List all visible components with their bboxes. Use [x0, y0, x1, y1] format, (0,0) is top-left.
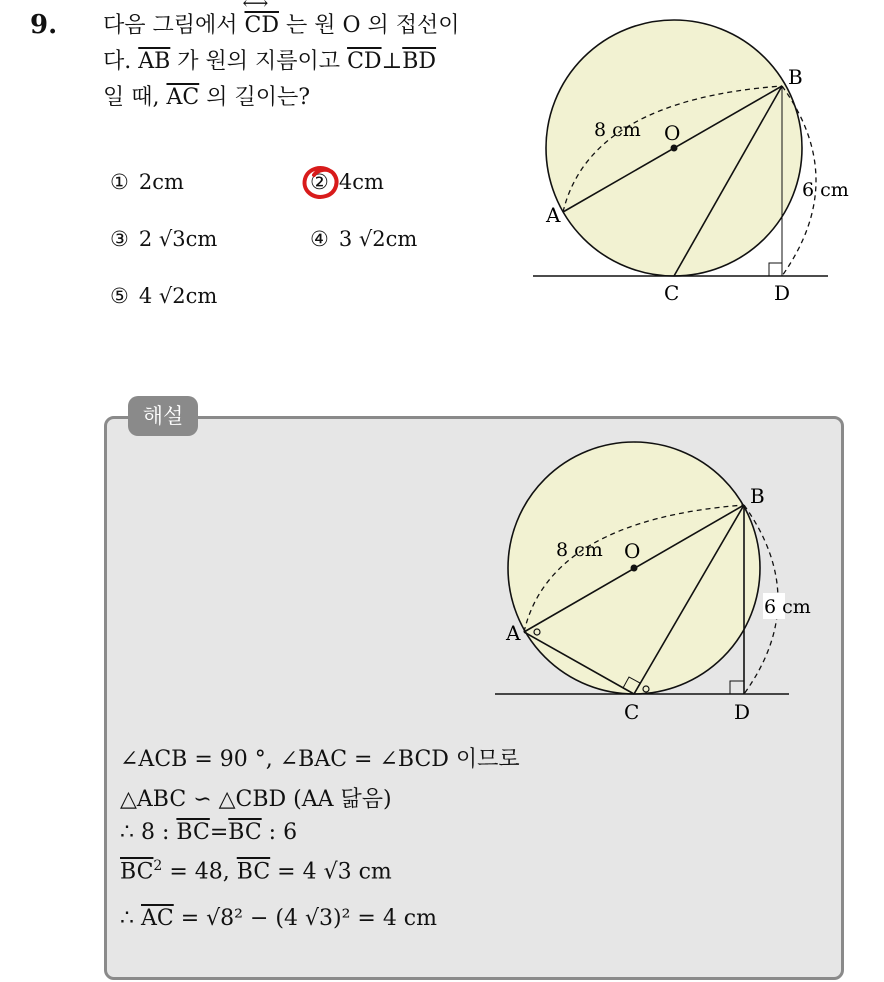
question-text: [103, 8, 523, 116]
solution-line-5: ∴ $\overline{AC} = √8^2 - (4$ √3)² = 4 cm: [120, 906, 437, 931]
segment-ac: $\overline{AC}$: [166, 85, 200, 110]
solution-tag: 해설: [128, 396, 198, 436]
solution-figure: [490, 470, 811, 730]
label-a: A: [546, 203, 561, 227]
solution-line-1: ∠ACB = 90 °, ∠BAC = ∠BCD 이므로: [120, 747, 520, 772]
right-angle-mark: [769, 263, 782, 276]
segment-cd: $\overline{CD}$: [347, 49, 382, 74]
solution-line-2: △ABC ∽ △CBD (AA 닮음): [120, 787, 392, 812]
label-a-solution: A: [506, 621, 521, 645]
label-c: C: [664, 281, 680, 305]
label-d-solution: D: [734, 700, 751, 724]
answer-circle-mark: [300, 163, 344, 203]
perp-symbol: ⊥: [381, 49, 403, 74]
label-d: D: [774, 281, 791, 305]
label-ab-length: 8 cm: [594, 119, 641, 141]
question-line-3: 일 때, $\overline{AC}$ 의 길이는?: [103, 85, 311, 110]
choice-4[interactable]: ④ 3 √2cm: [310, 227, 418, 251]
choice-3[interactable]: ③ 2 √3cm: [110, 227, 218, 251]
problem-figure: [530, 8, 849, 308]
label-o-solution: O: [624, 539, 641, 563]
choice-2[interactable]: ② 4cm: [310, 170, 384, 194]
line-cd: ⟷ $\overline{CD}$: [245, 8, 279, 44]
segment-bd: $\overline{BD}$: [402, 49, 437, 74]
segment-ab: $\overline{AB}$: [138, 49, 171, 74]
solution-line-4: $\overline{BC}^2 = 48$, $\overline{BC} = 4$ √3 cm: [120, 858, 392, 885]
question-line-2: 다. $\overline{AB}$ 가 원의 지름이고 $\overline{CD}\perp\overline{BD}$: [103, 49, 437, 74]
solution-line-3: ∴ 8 : $\overline{BC}=\overline{BC}$ : 6: [120, 820, 298, 845]
label-ab-length-solution: 8 cm: [556, 539, 603, 561]
choice-5[interactable]: ⑤ 4 √2cm: [110, 284, 218, 308]
question-number: 9.: [30, 10, 58, 40]
label-b-solution: B: [750, 484, 765, 508]
center-point-solution: [631, 565, 638, 572]
label-b: B: [788, 65, 803, 89]
label-o: O: [664, 121, 681, 145]
label-bd-length-solution: 6 cm: [764, 596, 811, 618]
label-c-solution: C: [624, 700, 640, 724]
label-bd-length: 6 cm: [802, 179, 849, 201]
right-angle-mark-d: [730, 681, 744, 694]
choice-1[interactable]: ① 2cm: [110, 170, 184, 194]
question-line-1: 다음 그림에서 ⟷ $\overline{CD}$ 는 원 O 의 접선이: [103, 8, 523, 44]
center-point: [671, 145, 678, 152]
